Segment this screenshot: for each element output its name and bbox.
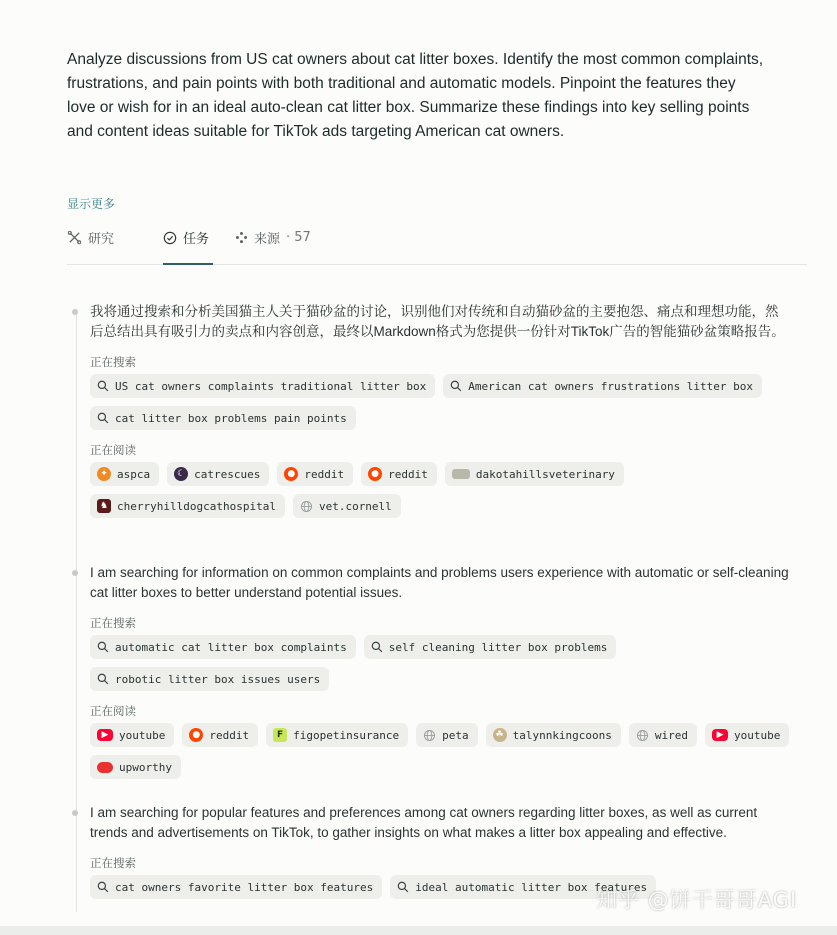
source-chip[interactable]	[486, 723, 621, 747]
reddit-icon: ●	[189, 728, 203, 742]
searching-label: 正在搜索	[90, 856, 136, 870]
sources-icon	[235, 231, 248, 244]
source-chips	[90, 462, 790, 518]
cherryhill-icon: ♞	[97, 499, 111, 513]
globe-icon	[636, 729, 649, 742]
source-chip[interactable]	[90, 494, 285, 518]
search-icon	[97, 412, 109, 424]
search-chip[interactable]	[90, 374, 435, 398]
source-chip-label: figopetinsurance	[293, 728, 400, 742]
step-dot	[72, 570, 78, 576]
tab-bar	[67, 222, 807, 265]
source-chip[interactable]	[90, 723, 174, 747]
step-dot	[72, 309, 78, 315]
bottom-bar	[0, 926, 837, 935]
dakotahills-icon	[452, 469, 470, 479]
source-chip-label: youtube	[734, 728, 781, 742]
show-more-link[interactable]: 显示更多	[67, 197, 116, 211]
search-chip-label: cat litter box problems pain points	[115, 411, 347, 425]
upworthy-icon	[97, 762, 113, 773]
source-chip[interactable]	[90, 462, 159, 486]
search-chips	[90, 374, 790, 430]
source-chip-label: cherryhilldogcathospital	[117, 499, 276, 513]
active-tab-indicator	[163, 263, 213, 265]
query-text: Analyze discussions from US cat owners about cat litter boxes. Identify the most common complaints, frustrations, and pain points with both traditional and automatic models. Pinpoint the features they love or wish for in an ideal auto-clean cat litter box. Summarize these findings into key selling points and content ideas suitable for TikTok ads targeting American cat owners.	[67, 51, 764, 140]
search-chip[interactable]	[90, 635, 356, 659]
research-icon	[67, 230, 82, 245]
search-icon	[97, 673, 109, 685]
watermark: 知乎 @饼干哥哥AGI	[596, 888, 798, 912]
youtube-icon: ▶	[97, 729, 113, 741]
source-chip[interactable]	[167, 462, 269, 486]
search-icon	[371, 641, 383, 653]
search-icon	[397, 881, 409, 893]
globe-icon	[423, 729, 436, 742]
source-chip[interactable]	[266, 723, 408, 747]
source-chip-label: wired	[654, 728, 689, 742]
source-chip[interactable]	[293, 494, 401, 518]
search-chip[interactable]	[90, 875, 382, 899]
search-chip-label: robotic litter box issues users	[115, 672, 321, 686]
timeline-rail	[76, 312, 77, 912]
search-chip-label: American cat owners frustrations litter box	[468, 379, 754, 393]
search-chips	[90, 635, 790, 691]
search-chip-label: ideal automatic litter box features	[415, 880, 648, 894]
source-chip[interactable]	[416, 723, 478, 747]
source-chip[interactable]	[629, 723, 697, 747]
source-chip-label: upworthy	[119, 760, 172, 774]
search-icon	[97, 881, 109, 893]
reading-label: 正在阅读	[90, 704, 136, 718]
search-chip-label: cat owners favorite litter box features	[115, 880, 374, 894]
tab-research[interactable]	[67, 228, 114, 247]
source-chip-label: reddit	[209, 728, 250, 742]
search-chip[interactable]	[90, 667, 329, 691]
tab-research-label: 研究	[88, 232, 115, 247]
talynn-icon: ☘	[493, 728, 507, 742]
reddit-icon: ●	[284, 467, 298, 481]
source-chip-label: catrescues	[194, 467, 261, 481]
tab-sources-label: 来源	[254, 232, 281, 247]
source-chip-label: reddit	[304, 467, 345, 481]
step-text: I am searching for information on common complaints and problems users experience with automatic or self-cleaning cat litter boxes to better understand potential issues.	[90, 565, 789, 600]
source-chip[interactable]	[445, 462, 624, 486]
searching-label: 正在搜索	[90, 616, 136, 630]
search-chip[interactable]	[443, 374, 762, 398]
source-chip-label: dakotahillsveterinary	[475, 467, 615, 481]
globe-icon	[300, 500, 313, 513]
source-chip[interactable]	[361, 462, 437, 486]
reading-label: 正在阅读	[90, 443, 136, 457]
step-dot	[72, 810, 78, 816]
reddit-icon: ●	[368, 467, 382, 481]
source-chip[interactable]	[90, 755, 181, 779]
source-chip-label: peta	[442, 728, 469, 742]
check-circle-icon	[163, 231, 177, 245]
source-chip-label: youtube	[119, 728, 166, 742]
source-chip[interactable]	[705, 723, 789, 747]
figo-icon: F	[273, 728, 287, 742]
step-text: 我将通过搜索和分析美国猫主人关于猫砂盆的讨论，识别他们对传统和自动猫砂盆的主要抱怨、痛点和理想功能，然后总结出具有吸引力的卖点和内容创意，最终以Markdown格式为您提供一份针对TikTok广告的智能猫砂盆策略报告。	[90, 304, 785, 339]
step-text: I am searching for popular features and preferences among cat owners regarding litter boxes, as well as current trends and advertisements on TikTok, to gather insights on what makes a litter box appealing and effective.	[90, 805, 758, 840]
source-chip-label: vet.cornell	[318, 499, 392, 513]
search-icon	[97, 380, 109, 392]
tab-tasks[interactable]	[163, 228, 209, 247]
youtube-icon: ▶	[712, 729, 728, 741]
search-chip[interactable]	[90, 406, 356, 430]
tab-tasks-label: 任务	[183, 232, 210, 247]
sources-count: · 57	[286, 230, 311, 245]
source-chip-label: talynnkingcoons	[512, 728, 612, 742]
task-step-2	[90, 563, 790, 779]
aspca-icon: ✦	[97, 467, 111, 481]
source-chips	[90, 723, 790, 779]
search-chip-label: US cat owners complaints traditional litter box	[115, 379, 427, 393]
source-chip-label: aspca	[117, 467, 151, 481]
search-icon	[97, 641, 109, 653]
search-chip-label: self cleaning litter box problems	[388, 640, 608, 654]
tab-sources[interactable]	[235, 228, 311, 247]
source-chip[interactable]	[182, 723, 258, 747]
task-step-1	[90, 302, 790, 518]
search-chip[interactable]	[364, 635, 617, 659]
searching-label: 正在搜索	[90, 355, 136, 369]
source-chip[interactable]	[277, 462, 353, 486]
search-icon	[450, 380, 462, 392]
catrescues-icon: ☾	[174, 467, 188, 481]
source-chip-label: reddit	[388, 467, 428, 481]
search-chip-label: automatic cat litter box complaints	[115, 640, 347, 654]
